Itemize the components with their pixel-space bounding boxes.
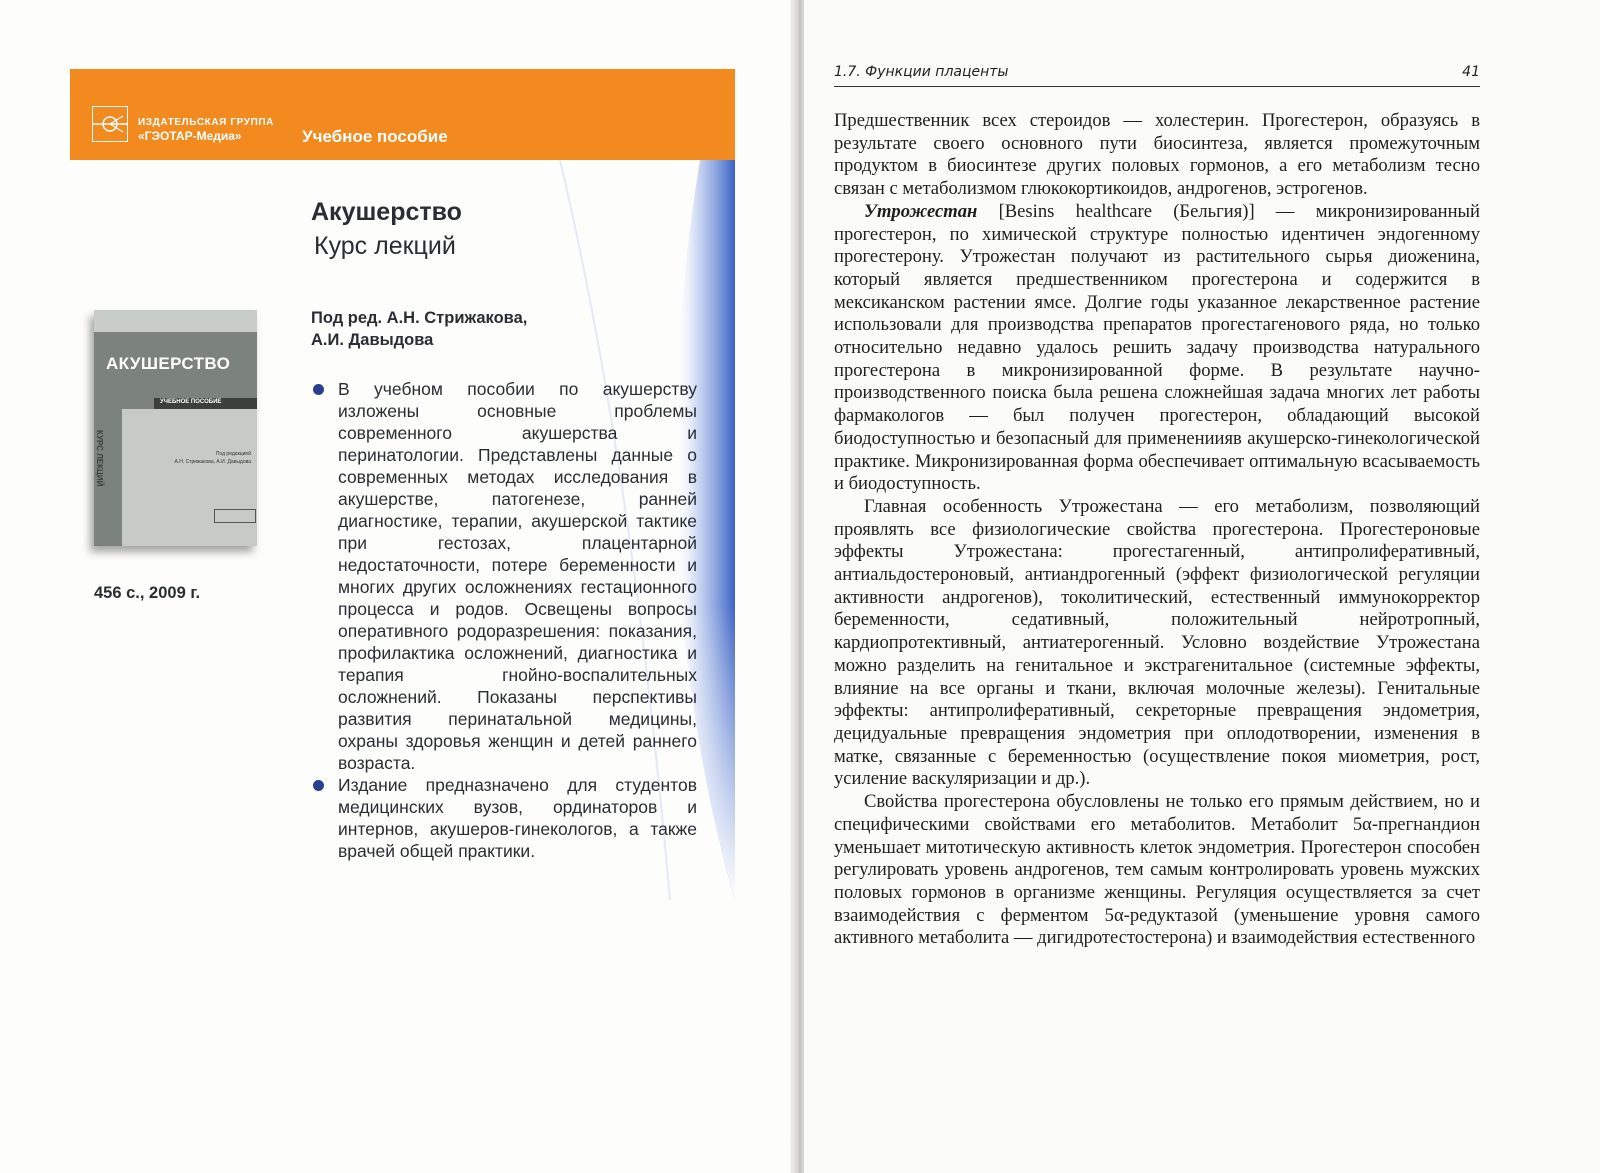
- description-text: Издание предназначено для студентов медицинских вузов, ординаторов и интернов, акушеров-гинекологов, а также врачей общей практики.: [338, 775, 697, 861]
- paragraph-text: Предшественник всех стероидов — холестерин. Прогестерон, образуясь в результате своего основного пути биосинтеза, является промежуточным продуктом в биосинтезе других половых гормонов, а его метаболизм тесно связан с метаболизмом глюкокортикоидов, андрогенов, эстрогенов.: [834, 110, 1480, 200]
- left-page: [0, 0, 796, 1173]
- cover-publisher-logo-icon: [214, 509, 256, 523]
- description-item: [313, 774, 697, 862]
- cover-top-band: [94, 310, 257, 332]
- cover-series: УЧЕБНОЕ ПОСОБИЕ: [160, 399, 222, 405]
- publisher-line2: «ГЭОТАР-Медиа»: [138, 129, 242, 143]
- editors-line1: Под ред. А.Н. Стрижакова,: [311, 309, 528, 327]
- cover-title: АКУШЕРСТВО: [106, 354, 231, 373]
- publisher-name: [138, 117, 274, 144]
- cover-editors-line2: А.Н. Стрижакова, А.И. Давыдова: [174, 459, 251, 465]
- paragraph-text: Свойства прогестерона обусловлены не только его прямым действием, но и специфическими свойствами его метаболитов. Метаболит 5α-прегнандион уменьшает митотическую активность клеток эндометрия. Прогестерон способен регулировать уровень андрогенов, тем самым контролировать уровень мужских половых гормонов в организме женщины. Регуляция осуществляется за счет взаимодействия с ферментом 5α-редуктазой (уменьшение уровня самого активного метаболита — дигидротестостерона) и взаимодействия естественного: [834, 791, 1480, 949]
- cover-spine-text: КУРС ЛЕКЦИЙ: [95, 430, 104, 487]
- bullet-icon: [313, 384, 324, 395]
- paragraph-text: [Besins healthcare (Бельгия)] — микронизированный прогестерон, по химической структуре полностью идентичен эндогенному прогестерону. Утрожестан получают из растительного сырья диоженина, который является предшественником прогестерона и содержится в мексиканском растении ямсе. Долгие годы указанное лекарственное растение использовали для производства препаратов прогестагенового ряда, но только относительно недавно удалось решить задачу производства натурального прогестерона в микронизированной форме. В результате научно-производственного поиска была решена сложнейшая задача многих лет работы фармакологов — был получен прогестерон, обладающий высокой биодоступностью и безопасный для применениияв акушерско-гинекологической практике. Микронизированная форма обеспечивает оптимальную всасываемость и биодоступность.: [834, 200, 1480, 495]
- description-list: [313, 378, 697, 862]
- description-text: В учебном пособии по акушерству изложены основные проблемы современного акушерства и перинатологии. Представлены данные о современных методах исследования в акушерстве, патогенезе, ранней диагностике, терапии, акушерской тактике при гестозах, плацентарной недостаточности, потере беременности и многих других осложнениях гестационного процесса и родов. Освещены вопросы оперативного родоразрешения: показания, профилактика осложнений, диагностика и терапия гнойно-воспалительных осложнений. Показаны перспективы развития перинатальной медицины, охраны здоровья женщин и детей раннего возраста.: [338, 379, 697, 773]
- cover-editors-line1: Под редакцией: [215, 451, 251, 457]
- publisher-logo-icon: [92, 106, 128, 142]
- page-number: 41: [1462, 64, 1480, 80]
- book-editors: [311, 307, 527, 351]
- body-text: [834, 110, 1480, 950]
- paragraph: [834, 201, 1480, 496]
- bullet-icon: [313, 780, 324, 791]
- right-page: [804, 0, 1600, 1173]
- series-label: Учебное пособие: [302, 127, 448, 146]
- book-subtitle: Курс лекций: [314, 232, 456, 260]
- running-header: [834, 64, 1480, 87]
- paragraph-text: Главная особенность Утрожестана — его метаболизм, позволяющий проявлять все физиологические свойства прогестерона. Прогестероновые эффекты Утрожестана: прогестагенный, антипролиферативный, антиальдостероновый, антиандрогенный (эффект физиологической регуляции активности андрогенов), токолитический, естественный иммунокорректор беременности, седативный, положительный нейротропный, кардиопротективный, антиатерогенный. Условно воздействие Утрожестана можно разделить на генитальное и экстрагенитальное (системные эффекты, влияние на все органы и ткани, включая молочные железы). Генитальные эффекты: антипролиферативный, секреторные превращения эндометрия, децидуальные превращения эндометрия при оплодотворении, изменения в матке, связанные с беременностью (осуществление покоя миометрия, рост, усиление васкуляризации и др.).: [834, 495, 1480, 790]
- editors-line2: А.И. Давыдова: [311, 331, 434, 349]
- paragraph-lead-term: Утрожестан: [864, 200, 978, 222]
- paragraph: [834, 496, 1480, 791]
- book-cover-image: [94, 310, 257, 546]
- paragraph: [834, 110, 1480, 201]
- publisher-banner: [70, 69, 735, 160]
- cover-panel: [122, 409, 257, 546]
- book-pages-year: 456 с., 2009 г.: [94, 584, 201, 602]
- publisher-line1: ИЗДАТЕЛЬСКАЯ ГРУППА: [138, 117, 274, 128]
- running-title: 1.7. Функции плаценты: [834, 64, 1009, 80]
- paragraph: [834, 791, 1480, 950]
- book-title: Акушерство: [311, 198, 462, 226]
- description-item: [313, 378, 697, 774]
